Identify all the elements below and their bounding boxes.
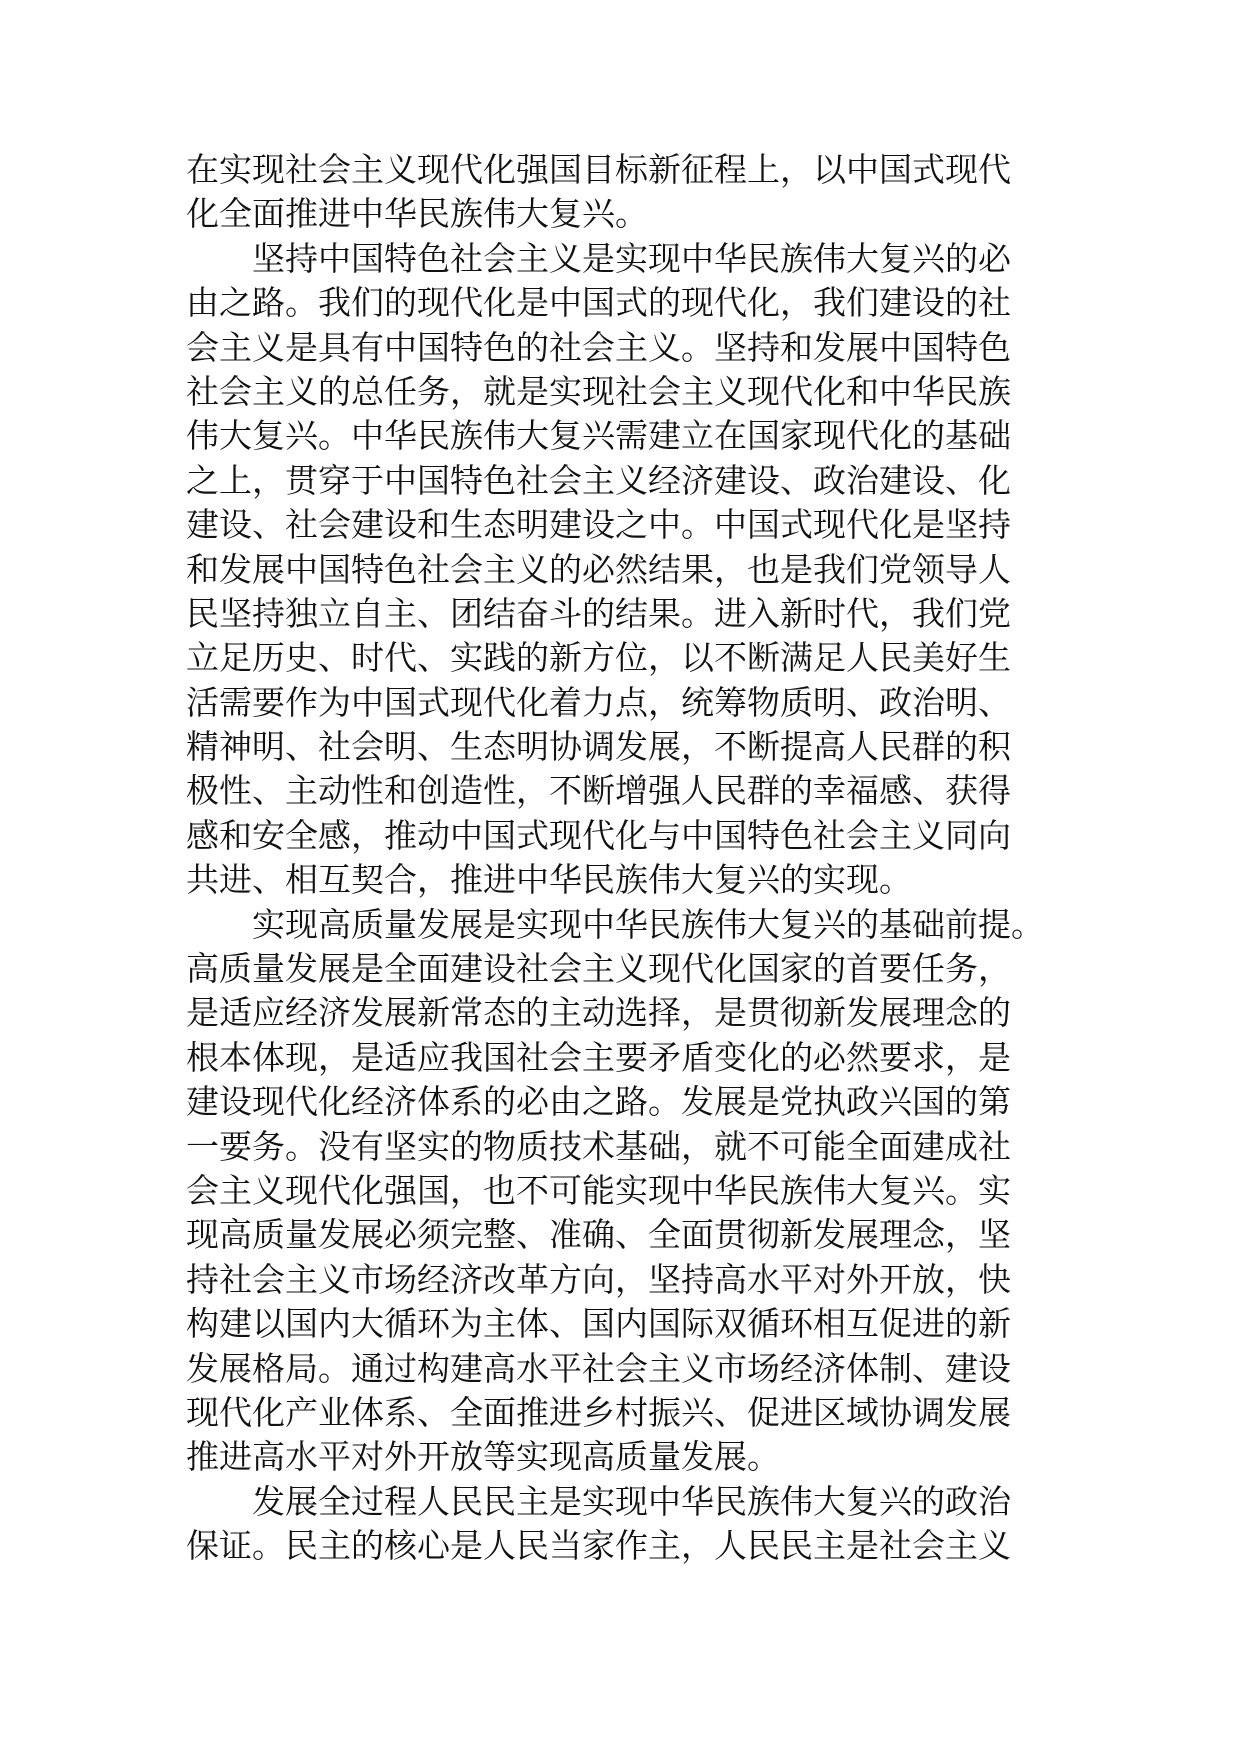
text-line: 感和安全感，推动中国式现代化与中国特色社会主义同向 <box>186 815 1011 855</box>
text-line: 建设现代化经济体系的必由之路。发展是党执政兴国的第 <box>186 1082 1011 1122</box>
text-line: 民坚持独立自主、团结奋斗的结果。进入新时代，我们党 <box>186 593 1011 633</box>
body-text <box>186 148 1056 1569</box>
paragraph-first-line: 实现高质量发展是实现中华民族伟大复兴的基础前提。 <box>252 904 1044 944</box>
text-line: 根本体现，是适应我国社会主要矛盾变化的必然要求，是 <box>186 1037 1011 1077</box>
text-line: 保证。民主的核心是人民当家作主，人民民主是社会主义 <box>186 1526 1011 1566</box>
text-line: 高质量发展是全面建设社会主义现代化国家的首要任务， <box>186 949 1011 989</box>
text-line: 一要务。没有坚实的物质技术基础，就不可能全面建成社 <box>186 1126 1011 1166</box>
text-line: 极性、主动性和创造性，不断增强人民群的幸福感、获得 <box>186 771 1011 811</box>
text-line: 立足历史、时代、实践的新方位，以不断满足人民美好生 <box>186 638 1011 678</box>
paragraph-first-line: 发展全过程人民民主是实现中华民族伟大复兴的政治 <box>252 1481 1011 1521</box>
text-line: 现高质量发展必须完整、准确、全面贯彻新发展理念，坚 <box>186 1215 1011 1255</box>
text-line: 活需要作为中国式现代化着力点，统筹物质明、政治明、 <box>186 682 1011 722</box>
text-line: 建设、社会建设和生态明建设之中。中国式现代化是坚持 <box>186 505 1011 545</box>
text-line: 会主义是具有中国特色的社会主义。坚持和发展中国特色 <box>186 327 1011 367</box>
text-line: 推进高水平对外开放等实现高质量发展。 <box>186 1437 780 1477</box>
text-line: 持社会主义市场经济改革方向，坚持高水平对外开放，快 <box>186 1259 1011 1299</box>
text-line: 由之路。我们的现代化是中国式的现代化，我们建设的社 <box>186 283 1011 323</box>
text-line: 伟大复兴。中华民族伟大复兴需建立在国家现代化的基础 <box>186 416 1011 456</box>
text-line: 构建以国内大循环为主体、国内国际双循环相互促进的新 <box>186 1304 1011 1344</box>
text-line: 社会主义的总任务，就是实现社会主义现代化和中华民族 <box>186 371 1011 411</box>
text-line: 之上，贯穿于中国特色社会主义经济建设、政治建设、化 <box>186 460 1011 500</box>
text-line: 发展格局。通过构建高水平社会主义市场经济体制、建设 <box>186 1348 1011 1388</box>
text-line: 在实现社会主义现代化强国目标新征程上，以中国式现代 <box>186 150 1011 189</box>
text-line: 精神明、社会明、生态明协调发展，不断提高人民群的积 <box>186 727 1011 767</box>
text-line: 共进、相互契合，推进中华民族伟大复兴的实现。 <box>186 860 912 900</box>
text-line: 和发展中国特色社会主义的必然结果，也是我们党领导人 <box>186 549 1011 589</box>
text-line: 化全面推进中华民族伟大复兴。 <box>186 194 648 234</box>
paragraph-first-line: 坚持中国特色社会主义是实现中华民族伟大复兴的必 <box>252 238 1011 278</box>
text-line: 现代化产业体系、全面推进乡村振兴、促进区域协调发展 <box>186 1392 1011 1432</box>
text-line: 会主义现代化强国，也不可能实现中华民族伟大复兴。实 <box>186 1170 1011 1210</box>
text-line: 是适应经济发展新常态的主动选择，是贯彻新发展理念的 <box>186 993 1011 1033</box>
